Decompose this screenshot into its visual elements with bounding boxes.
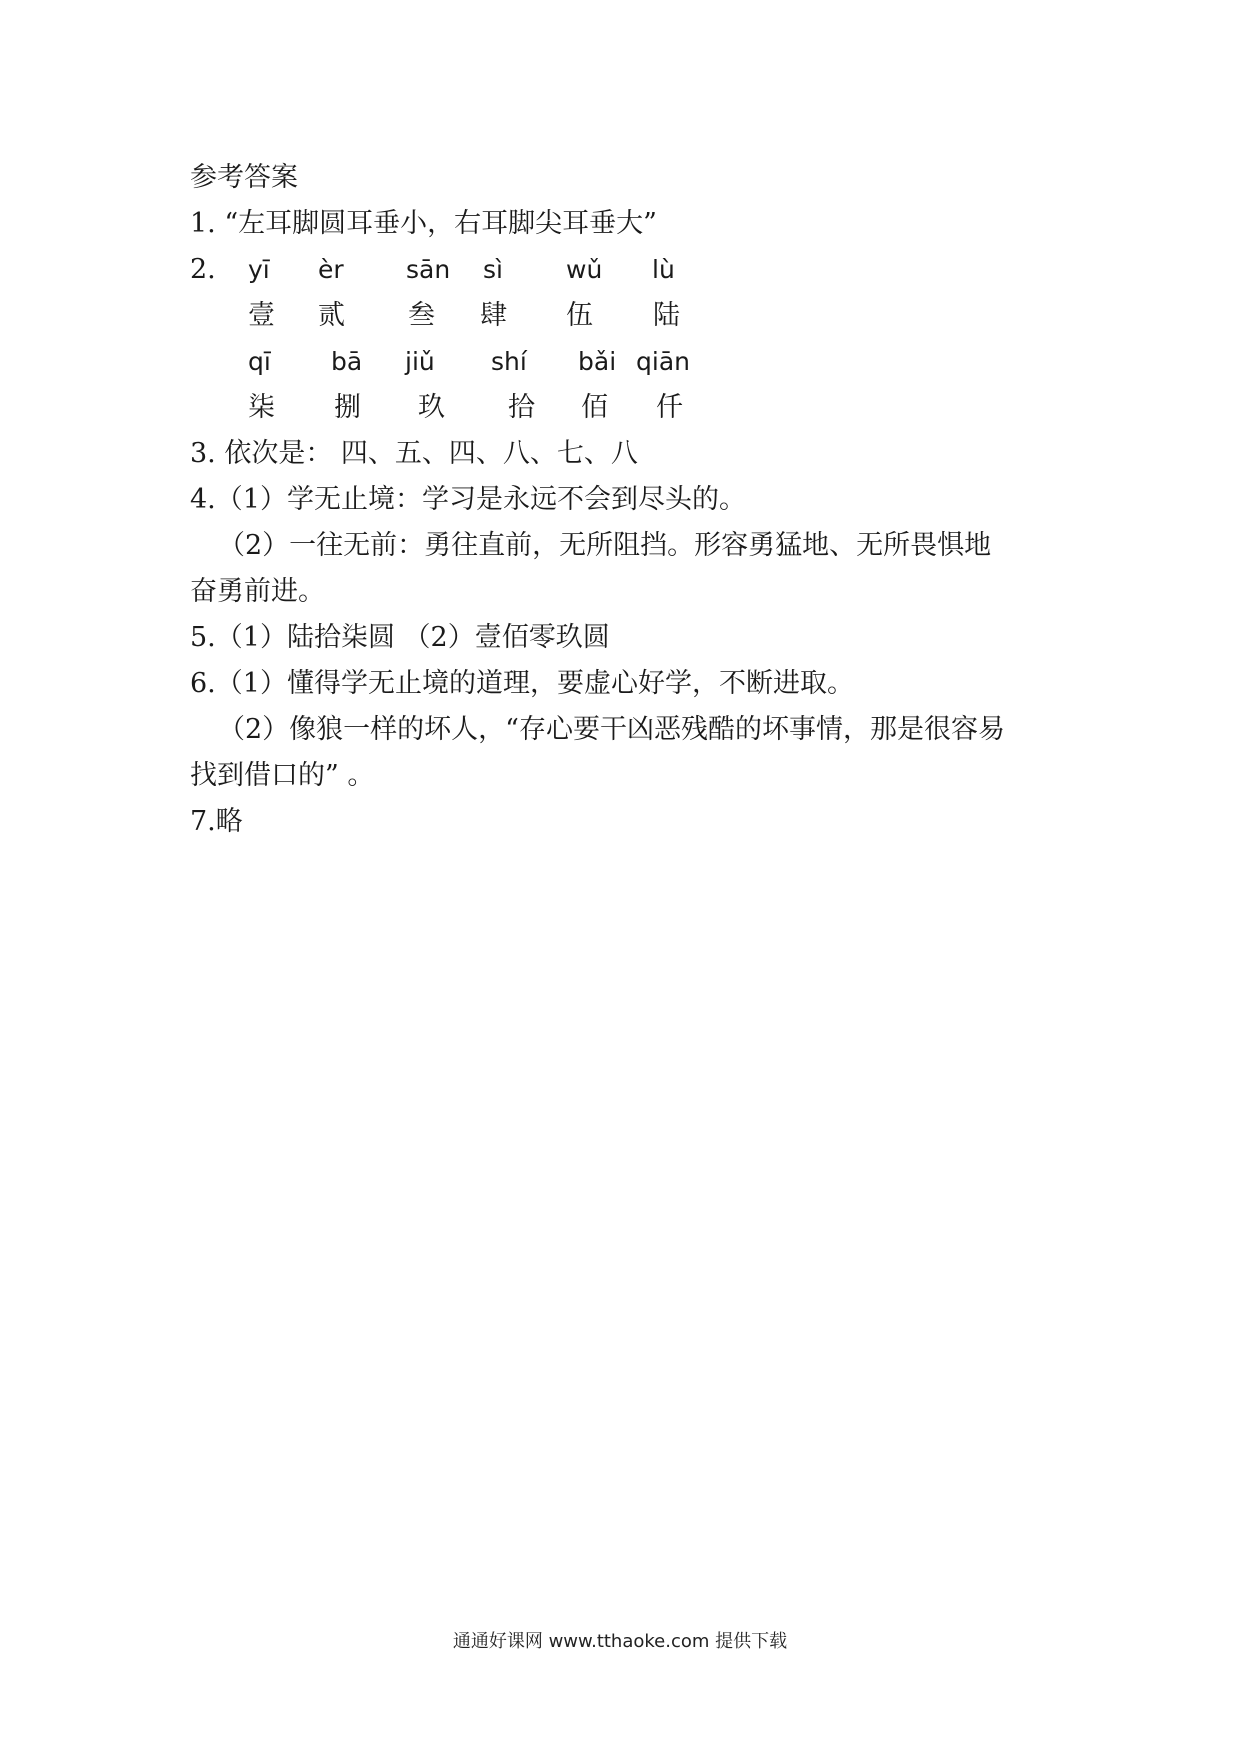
pinyin-cell: shí [491,347,527,376]
character-cell: 拾 [508,392,535,423]
character-cell: 壹 [248,300,275,331]
pinyin-cell: sì [483,255,503,284]
answer-2-label: 2. [190,254,216,285]
answer-6-part-2: （2）像狼一样的坏人，“存心要干凶恶残酷的坏事情，那是很容易 [218,714,1005,745]
pinyin-cell: lù [652,255,675,284]
pinyin-cell: yī [248,255,270,284]
pinyin-cell: qiān [636,347,690,376]
character-cell: 陆 [653,300,680,331]
answer-6-part-2-continued: 找到借口的” 。 [190,760,375,791]
character-cell: 叁 [408,300,435,331]
answer-4-part-1: 4.（1）学无止境：学习是永远不会到尽头的。 [190,484,746,515]
character-cell: 佰 [581,392,608,423]
character-cell: 贰 [318,300,345,331]
answer-6-part-1: 6.（1）懂得学无止境的道理，要虚心好学，不断进取。 [190,668,854,699]
answer-4-part-2-continued: 奋勇前进。 [190,576,325,607]
character-cell: 肆 [480,300,507,331]
character-cell: 玖 [418,392,445,423]
character-cell: 捌 [334,392,361,423]
answer-7: 7.略 [190,806,243,837]
pinyin-cell: jiǔ [405,347,435,376]
character-cell: 仟 [656,392,683,423]
character-cell: 柒 [248,392,275,423]
pinyin-cell: qī [248,347,271,376]
answer-4-part-2: （2）一往无前：勇往直前，无所阻挡。形容勇猛地、无所畏惧地 [218,530,992,561]
pinyin-cell: bǎi [578,347,617,376]
character-cell: 伍 [566,300,593,331]
footer-credit: 通通好课网 www.tthaoke.com 提供下载 [452,1631,788,1652]
pinyin-cell: sān [406,255,451,284]
pinyin-cell: èr [318,255,344,284]
pinyin-cell: wǔ [566,255,603,284]
answer-3: 3. 依次是： 四、五、四、八、七、八 [190,438,638,469]
pinyin-cell: bā [331,347,363,376]
answer-1: 1. “左耳脚圆耳垂小，右耳脚尖耳垂大” [190,208,657,239]
answer-5: 5.（1）陆拾柒圆 （2）壹佰零玖圆 [190,622,610,653]
page-title: 参考答案 [190,162,298,193]
